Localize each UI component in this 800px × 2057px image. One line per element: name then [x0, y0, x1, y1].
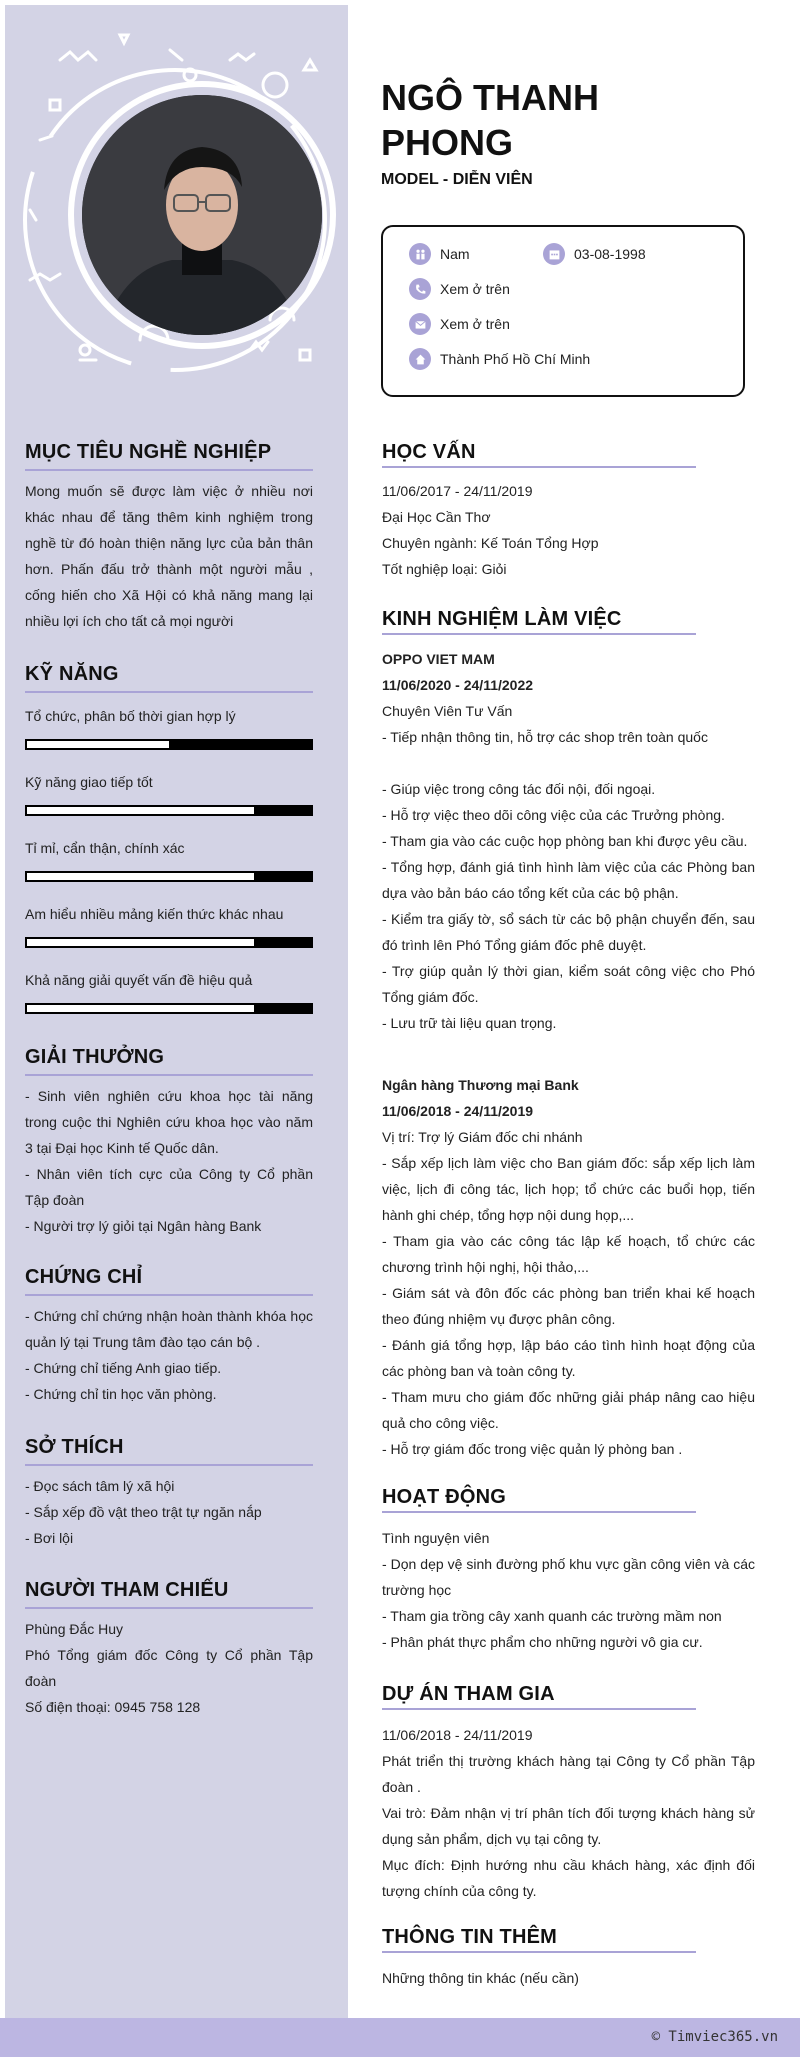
certificates-heading: CHỨNG CHỈ	[25, 1266, 143, 1288]
career-goal-heading: MỤC TIÊU NGHỀ NGHIỆP	[25, 441, 272, 463]
job-detail: - Giám sát và đôn đốc các phòng ban triển khai kế hoạch theo đúng nhiệm vụ được phân công.	[382, 1285, 755, 1327]
education-major: Chuyên ngành: Kế Toán Tổng Hợp	[382, 535, 599, 551]
references-block	[25, 1616, 313, 1720]
education-grade: Tốt nghiệp loại: Giỏi	[382, 561, 507, 577]
job-detail: - Đánh giá tổng hợp, lập báo cáo tình hình hoạt động của các phòng ban và toàn công ty.	[382, 1337, 755, 1379]
education-heading: HỌC VẤN	[382, 441, 476, 463]
job-detail: - Sắp xếp lịch làm việc cho Ban giám đốc: sắp xếp lịch làm việc, lịch đi công tác, lịch họp; tổ chức các buổi họp, tiến hành ghi chép, tổng hợp nội dung họp,...	[382, 1155, 755, 1223]
divider	[25, 1464, 313, 1466]
job-period: 11/06/2020 - 24/11/2022	[382, 677, 534, 693]
certificate-item: - Chứng chỉ tin học văn phòng.	[25, 1386, 217, 1402]
divider	[382, 633, 696, 635]
gender-icon	[409, 243, 431, 265]
job-detail: - Giúp việc trong công tác đối nội, đối ngoại.	[382, 781, 656, 797]
references-heading: NGƯỜI THAM CHIẾU	[25, 1579, 229, 1601]
activity-item: - Dọn dẹp vệ sinh đường phố khu vực gần công viên và các trường học	[382, 1556, 755, 1598]
job-detail: - Trợ giúp quản lý thời gian, kiểm soát công việc cho Phó Tổng giám đốc.	[382, 963, 755, 1005]
job-detail: - Lưu trữ tài liệu quan trọng.	[382, 1015, 557, 1031]
job-title: MODEL - DIỄN VIÊN	[381, 171, 533, 188]
skill-label: Kỹ năng giao tiếp tốt	[25, 774, 153, 790]
certificates-list	[25, 1303, 313, 1407]
experience-heading: KINH NGHIỆM LÀM VIỆC	[382, 608, 622, 630]
phone-value: Xem ở trên	[440, 281, 510, 297]
extra-text: Những thông tin khác (nếu cần)	[382, 1970, 579, 1986]
calendar-icon	[543, 243, 565, 265]
certificate-item: - Chứng chỉ tiếng Anh giao tiếp.	[25, 1360, 222, 1376]
email-value: Xem ở trên	[440, 316, 510, 332]
extra-heading: THÔNG TIN THÊM	[382, 1926, 558, 1948]
avatar	[82, 95, 322, 335]
award-item: - Sinh viên nghiên cứu khoa học tài năng trong cuộc thi Nghiên cứu khoa học vào năm 3 tại Đại học Kinh tế Quốc dân.	[25, 1088, 313, 1156]
project-line: Phát triển thị trường khách hàng tại Công ty Cổ phần Tập đoàn .	[382, 1753, 755, 1795]
contact-gender	[409, 243, 470, 265]
awards-heading: GIẢI THƯỞNG	[25, 1046, 165, 1068]
activity-item: - Phân phát thực phẩm cho những người vô gia cư.	[382, 1634, 703, 1650]
education-school: Đại Học Cần Thơ	[382, 509, 491, 525]
divider	[25, 469, 313, 471]
job-block	[382, 1072, 755, 1462]
skill-fill	[27, 741, 169, 748]
job-detail: - Hỗ trợ việc theo dõi công việc của các Trưởng phòng.	[382, 807, 725, 823]
job-company: OPPO VIET MAM	[382, 651, 495, 667]
job-detail: - Tham mưu cho giám đốc những giải pháp nâng cao hiệu quả cho công việc.	[382, 1389, 755, 1431]
divider	[25, 691, 313, 693]
job-detail: - Tham gia vào các cuộc họp phòng ban khi được yêu cầu.	[382, 833, 748, 849]
divider	[382, 1708, 696, 1710]
portrait-icon	[82, 95, 322, 335]
phone-icon	[409, 278, 431, 300]
job-detail: - Kiểm tra giấy tờ, sổ sách từ các bộ phận chuyển đến, sau đó trình lên Phó Tổng giám đốc phê duyệt.	[382, 911, 755, 953]
divider	[25, 1607, 313, 1609]
skill-label: Tổ chức, phân bố thời gian hợp lý	[25, 708, 236, 724]
contact-email	[409, 313, 510, 335]
job-period: 11/06/2018 - 24/11/2019	[382, 1103, 534, 1119]
job-company: Ngân hàng Thương mại Bank	[382, 1077, 579, 1093]
job-lead: - Tiếp nhận thông tin, hỗ trợ các shop trên toàn quốc	[382, 729, 708, 745]
reference-name: Phùng Đắc Huy	[25, 1621, 124, 1637]
education-period: 11/06/2017 - 24/11/2019	[382, 483, 533, 499]
award-item: - Nhân viên tích cực của Công ty Cổ phần Tập đoàn	[25, 1166, 313, 1208]
contact-phone	[409, 278, 510, 300]
skill-label: Khả năng giải quyết vấn đề hiệu quả	[25, 972, 253, 988]
job-detail: - Hỗ trợ giám đốc trong việc quản lý phòng ban .	[382, 1441, 683, 1457]
project-period: 11/06/2018 - 24/11/2019	[382, 1727, 533, 1743]
hobby-item: - Đọc sách tâm lý xã hội	[25, 1478, 175, 1494]
award-item: - Người trợ lý giỏi tại Ngân hàng Bank	[25, 1218, 262, 1234]
contact-birthday	[543, 243, 646, 265]
spacer	[382, 750, 755, 776]
name-line-2: PHONG	[381, 122, 514, 163]
skill-bar	[25, 739, 313, 750]
divider	[382, 1511, 696, 1513]
home-icon	[409, 348, 431, 370]
activity-title: Tình nguyện viên	[382, 1530, 490, 1546]
skill-fill	[27, 939, 254, 946]
activity-item: - Tham gia trồng cây xanh quanh các trường mầm non	[382, 1608, 722, 1624]
candidate-name	[381, 75, 761, 165]
career-goal-text: Mong muốn sẽ được làm việc ở nhiều nơi khác nhau để tăng thêm kinh nghiệm trong nghề từ đó hoàn thiện năng lực của bản thân hơn. Phấn đấu trở thành một người mẫu , cống hiến cho Xã Hội có khả năng mang lại nhiều lợi ích cho tất cả mọi người	[25, 483, 313, 629]
divider	[25, 1294, 313, 1296]
divider	[382, 1951, 696, 1953]
projects-heading: DỰ ÁN THAM GIA	[382, 1683, 555, 1705]
skill-fill	[27, 807, 254, 814]
address-value: Thành Phố Hồ Chí Minh	[440, 351, 591, 367]
job-detail: - Tham gia vào các công tác lập kế hoạch, tổ chức các chương trình hội nghị, hội thảo,...	[382, 1233, 755, 1275]
activities-block	[382, 1525, 755, 1655]
skill-label: Am hiểu nhiều mảng kiến thức khác nhau	[25, 906, 284, 922]
birthday-value: 03-08-1998	[574, 246, 646, 262]
job-detail: - Tổng hợp, đánh giá tình hình làm việc của các Phòng ban dựa vào bản báo cáo tổng kết của các bộ phận.	[382, 859, 755, 901]
skill-fill	[27, 1005, 254, 1012]
email-icon	[409, 313, 431, 335]
project-line: Vai trò: Đảm nhận vị trí phân tích đối tượng khách hàng sử dụng sản phẩm, dịch vụ tại công ty.	[382, 1805, 755, 1847]
skill-label: Tỉ mỉ, cẩn thận, chính xác	[25, 840, 185, 856]
project-line: Mục đích: Định hướng nhu cầu khách hàng, xác định đối tượng chính của công ty.	[382, 1857, 755, 1899]
skill-bar	[25, 805, 313, 816]
skill-bar	[25, 871, 313, 882]
education-block	[382, 478, 755, 582]
divider	[25, 1074, 313, 1076]
gender-value: Nam	[440, 246, 470, 262]
contact-box	[381, 225, 745, 397]
hobby-item: - Bơi lội	[25, 1530, 74, 1546]
job-role: Chuyên Viên Tư Vấn	[382, 703, 513, 719]
hobby-item: - Sắp xếp đồ vật theo trật tự ngăn nắp	[25, 1504, 262, 1520]
certificate-item: - Chứng chỉ chứng nhận hoàn thành khóa học quản lý tại Trung tâm đào tạo cán bộ .	[25, 1308, 313, 1350]
name-line-1: NGÔ THANH	[381, 77, 599, 118]
awards-list	[25, 1083, 313, 1239]
hobbies-list	[25, 1473, 313, 1551]
projects-block	[382, 1722, 755, 1904]
skill-bar	[25, 1003, 313, 1014]
skill-fill	[27, 873, 254, 880]
skill-bar	[25, 937, 313, 948]
activities-heading: HOẠT ĐỘNG	[382, 1486, 507, 1508]
divider	[382, 466, 696, 468]
job-block	[382, 646, 755, 1036]
reference-phone: Số điện thoại: 0945 758 128	[25, 1699, 201, 1715]
contact-address	[409, 348, 590, 370]
footer-watermark: © Timviec365.vn	[651, 2029, 778, 2045]
skills-heading: KỸ NĂNG	[25, 663, 119, 685]
hobbies-heading: SỞ THÍCH	[25, 1436, 124, 1458]
reference-position: Phó Tổng giám đốc Công ty Cổ phần Tập đoàn	[25, 1647, 313, 1689]
job-role: Vị trí: Trợ lý Giám đốc chi nhánh	[382, 1129, 583, 1145]
